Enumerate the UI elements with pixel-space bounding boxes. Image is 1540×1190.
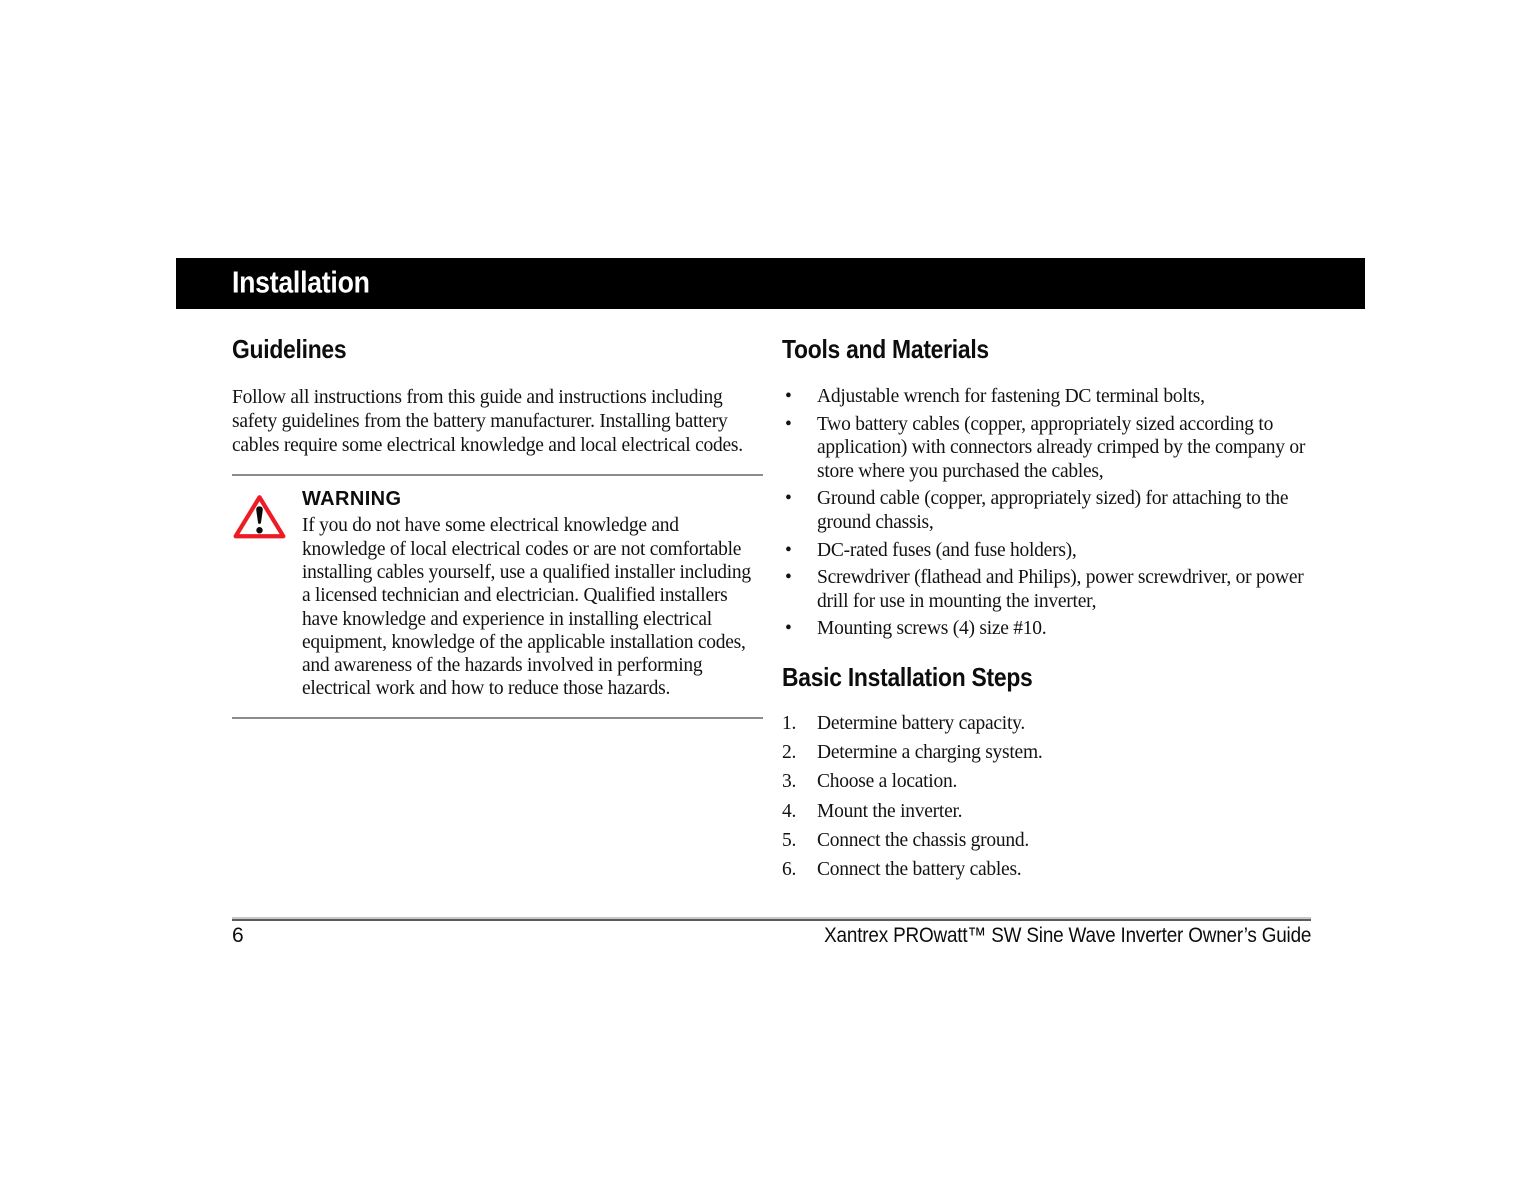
warning-icon-wrap xyxy=(232,488,302,700)
tools-list-item: • Ground cable (copper, appropriately sized) for attaching to the ground chassis, xyxy=(782,487,1313,534)
warning-triangle-icon xyxy=(232,492,287,541)
tools-heading: Tools and Materials xyxy=(782,334,989,364)
steps-heading: Basic Installation Steps xyxy=(782,661,1033,692)
guidelines-paragraph: Follow all instructions from this guide and instructions including safety guidelines from the battery manufacturer. Installing battery cables require some electrical knowledge and local electrical codes. xyxy=(232,387,743,456)
steps-list-item: Choose a location. xyxy=(817,771,958,793)
tools-list-item: • Adjustable wrench for fastening DC terminal bolts, xyxy=(782,385,1313,409)
steps-list-item: Connect the battery cables. xyxy=(817,858,1022,880)
steps-list-item: Determine a charging system. xyxy=(817,742,1043,764)
footer xyxy=(232,924,1311,948)
chapter-title: Installation xyxy=(232,264,370,300)
steps-list-item: Determine battery capacity. xyxy=(817,712,1025,734)
tools-list-item: • Mounting screws (4) size #10. xyxy=(782,617,1313,641)
left-column xyxy=(232,334,763,719)
warning-box xyxy=(232,474,763,718)
warning-content xyxy=(302,488,763,700)
warning-title: WARNING xyxy=(302,488,402,511)
steps-list-item: Mount the inverter. xyxy=(817,800,963,822)
right-column xyxy=(782,334,1313,887)
guidelines-heading: Guidelines xyxy=(232,334,347,364)
footer-doc-title: Xantrex PROwatt™ SW Sine Wave Inverter Owner’s Guide xyxy=(823,924,1311,947)
page-number: 6 xyxy=(232,924,244,947)
warning-body: If you do not have some electrical knowledge and knowledge of local electrical codes or are not comfortable installing cables yourself, use a qualified installer including a licensed technician and electrician. Qualified installers have knowledge and experience in installing electrical equipment, knowledge of the applicable installation codes, and awareness of the hazards involved in performing electrical work and how to reduce those hazards. xyxy=(302,515,751,700)
footer-rule xyxy=(232,917,1311,921)
warning-exclamation-dot xyxy=(256,527,262,533)
tools-list xyxy=(782,385,1313,641)
steps-list-item: Connect the chassis ground. xyxy=(817,829,1030,851)
tools-list-item: • DC-rated fuses (and fuse holders), xyxy=(782,539,1313,563)
chapter-header-bar xyxy=(176,258,1365,309)
steps-list xyxy=(782,712,1313,882)
tools-list-item: • Screwdriver (flathead and Philips), power screwdriver, or power drill for use in mounting the inverter, xyxy=(782,566,1313,613)
tools-list-item: • Two battery cables (copper, appropriately sized according to application) with connectors already crimped by the company or store where you purchased the cables, xyxy=(782,413,1313,484)
